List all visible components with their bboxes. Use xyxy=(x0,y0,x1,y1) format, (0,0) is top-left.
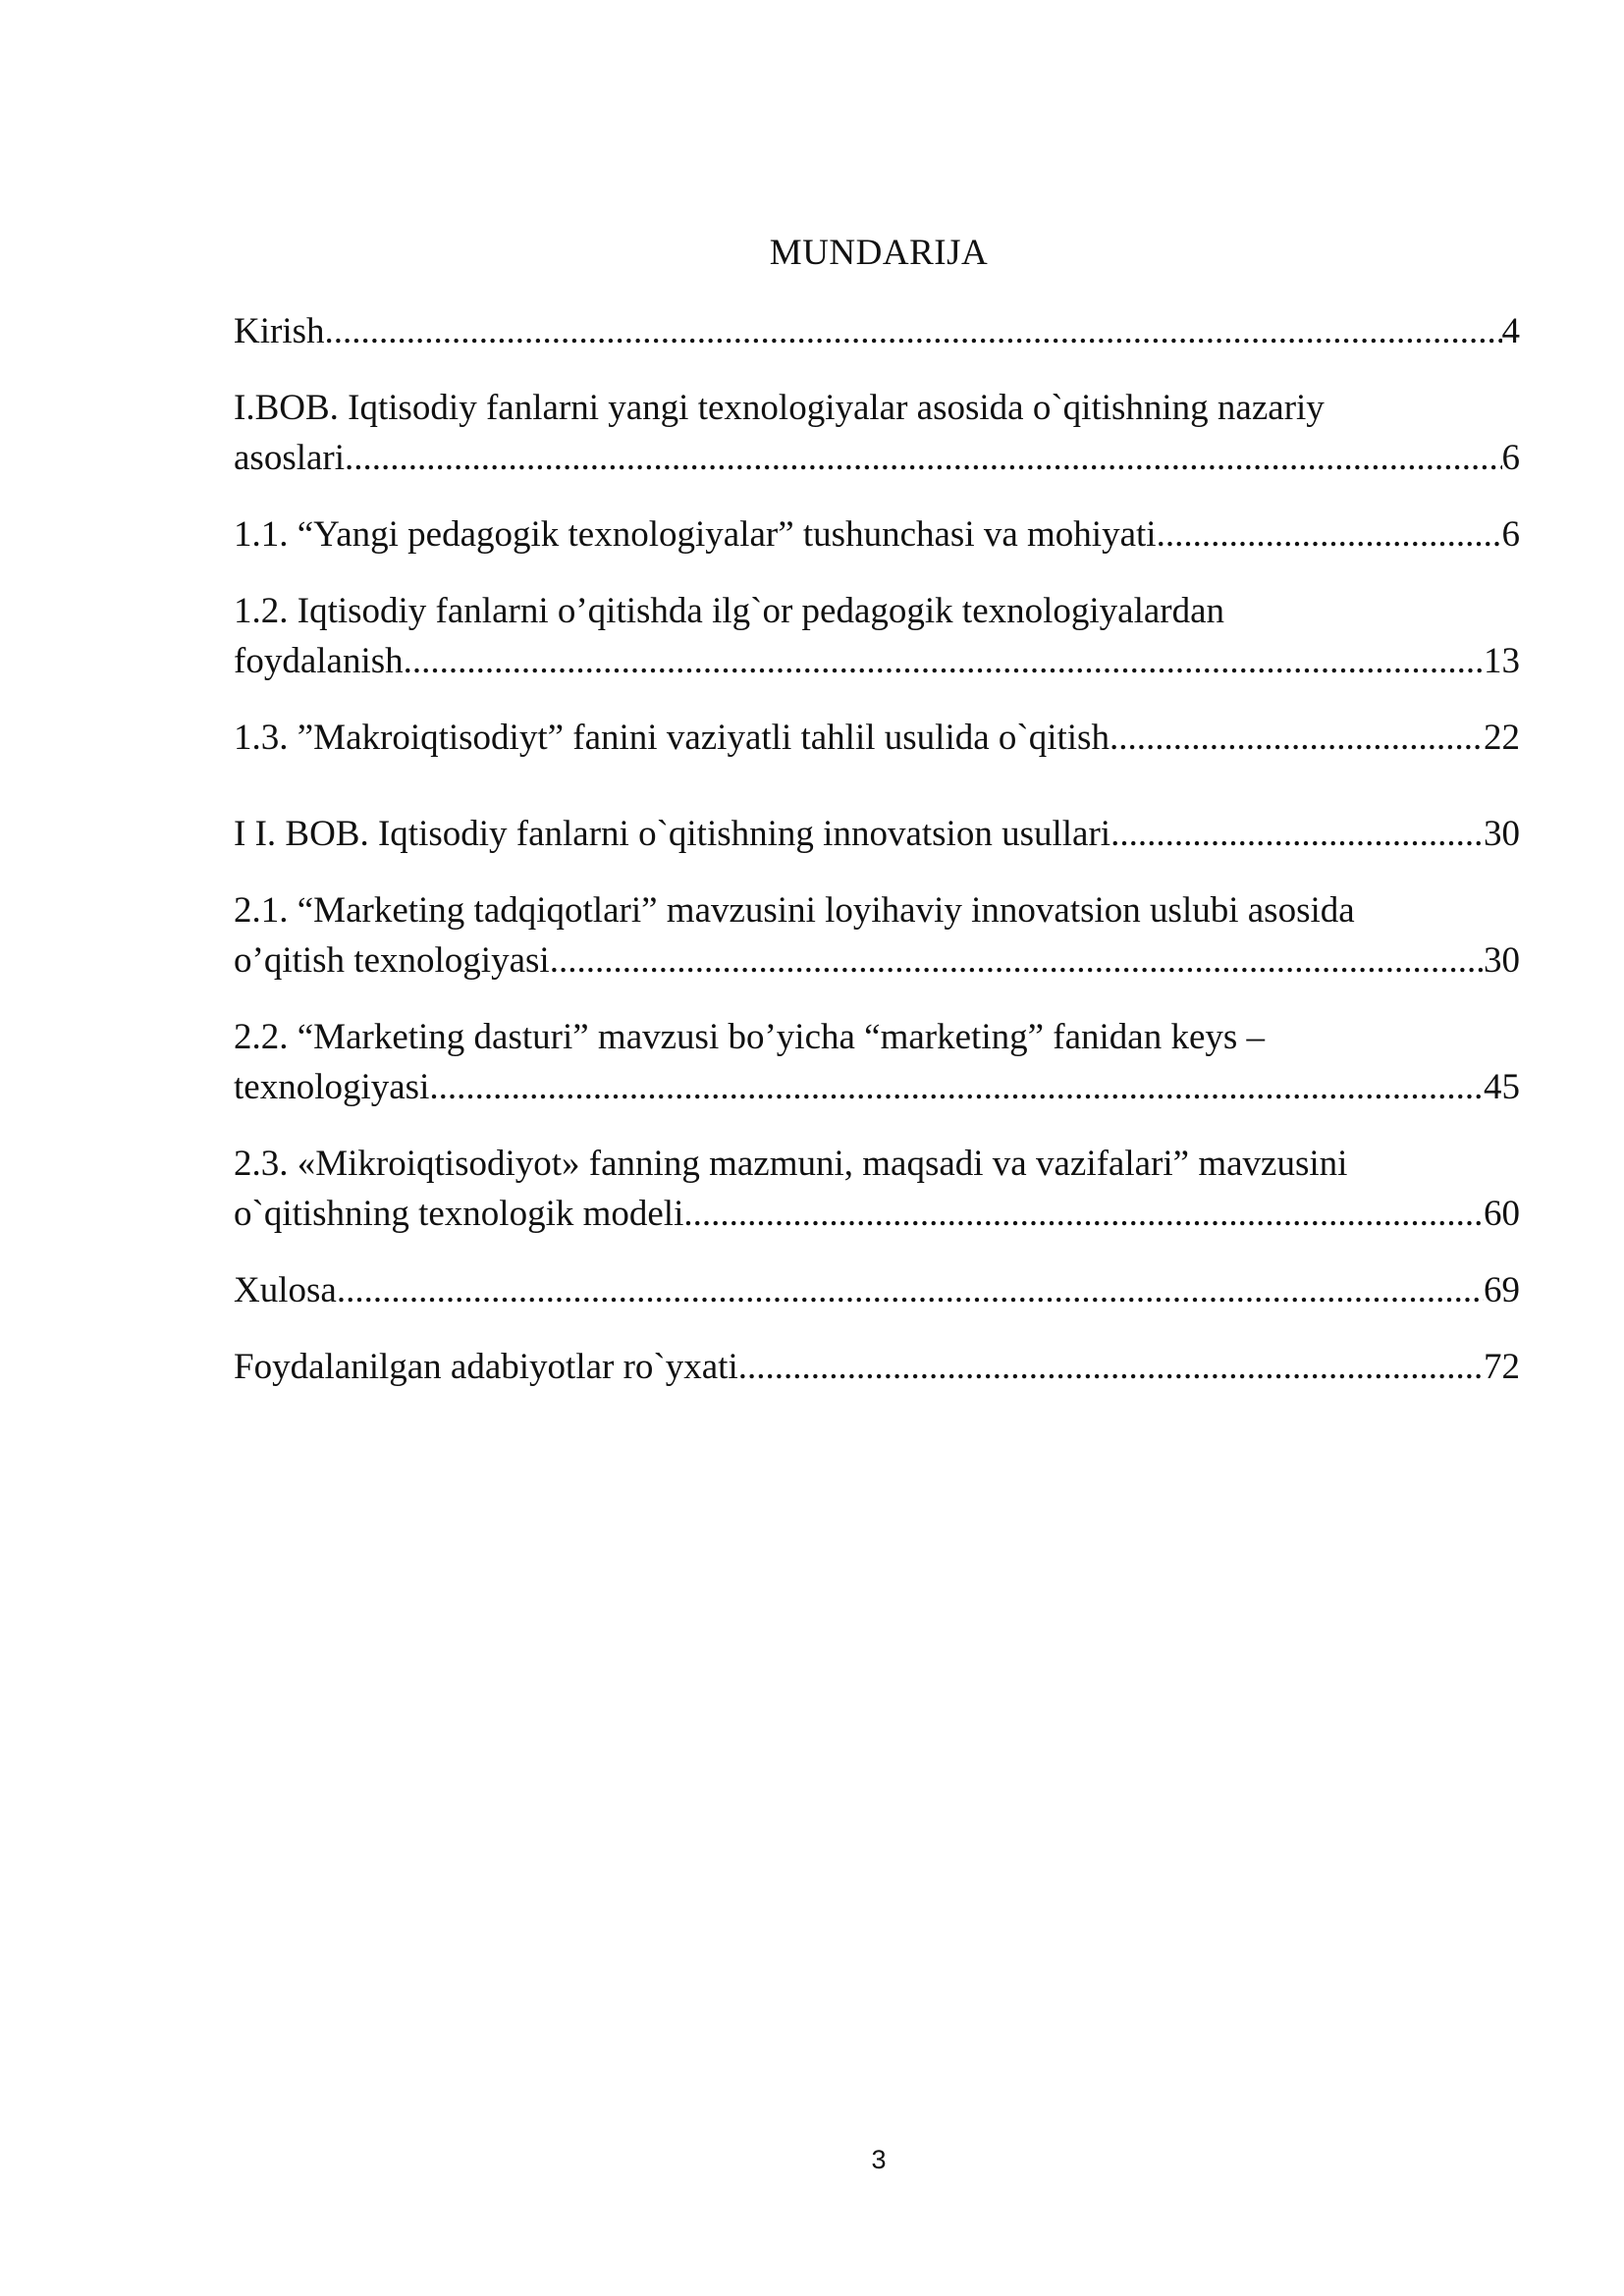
dot-leader xyxy=(325,306,1502,356)
toc-entry-text: foydalanish xyxy=(234,641,404,681)
toc-page-number: 4 xyxy=(1501,311,1520,351)
toc-entry-chapter-2 xyxy=(234,809,1520,859)
toc-entry-text: o`qitishning texnologik modeli xyxy=(234,1194,684,1234)
toc-page-number: 69 xyxy=(1484,1270,1520,1310)
toc-page-number: 60 xyxy=(1484,1194,1520,1234)
toc-page-number: 30 xyxy=(1484,814,1520,854)
toc-entry-text: Xulosa xyxy=(234,1270,337,1310)
toc-entry-lead: 1.2. Iqtisodiy fanlarni o’qitishda ilg`or pedagogik texnologiyalardan xyxy=(234,591,1225,631)
dot-leader xyxy=(337,1265,1484,1315)
table-of-contents xyxy=(234,306,1520,1392)
dot-leader xyxy=(345,433,1501,483)
toc-entry-text: texnologiyasi xyxy=(234,1067,430,1107)
dot-leader xyxy=(429,1062,1484,1112)
dot-leader xyxy=(404,636,1484,686)
toc-page-number: 45 xyxy=(1484,1067,1520,1107)
toc-entry-kirish xyxy=(234,306,1520,356)
toc-page-number: 22 xyxy=(1484,718,1520,758)
toc-entry-xulosa xyxy=(234,1265,1520,1315)
toc-page-number: 30 xyxy=(1484,940,1520,981)
toc-entry-text: 1.3. ”Makroiqtisodiyt” fanini vaziyatli tahlil usulida o`qitish xyxy=(234,718,1110,758)
toc-entry-text: I I. BOB. Iqtisodiy fanlarni o`qitishning innovatsion usullari xyxy=(234,814,1111,854)
dot-leader xyxy=(683,1189,1484,1239)
toc-entry-lead: 2.3. «Mikroiqtisodiyot» fanning mazmuni, maqsadi va vazifalari” mavzusini xyxy=(234,1144,1348,1184)
toc-entry-1-1 xyxy=(234,509,1520,560)
toc-entry-2-3 xyxy=(234,1139,1520,1239)
toc-page-number: 13 xyxy=(1484,641,1520,681)
toc-entry-adabiyotlar xyxy=(234,1342,1520,1392)
dot-leader xyxy=(1157,509,1502,560)
toc-entry-lead: 2.1. “Marketing tadqiqotlari” mavzusini loyihaviy innovatsion uslubi asosida xyxy=(234,890,1355,931)
toc-entry-lead: I.BOB. Iqtisodiy fanlarni yangi texnologiyalar asosida o`qitishning nazariy xyxy=(234,388,1325,428)
toc-page-number: 6 xyxy=(1501,514,1520,555)
toc-entry-lead: 2.2. “Marketing dasturi” mavzusi bo’yicha “marketing” fanidan keys – xyxy=(234,1017,1266,1057)
toc-entry-text: o’qitish texnologiyasi xyxy=(234,940,550,981)
page-title: MUNDARIJA xyxy=(769,233,989,273)
dot-leader xyxy=(550,935,1484,986)
dot-leader xyxy=(738,1342,1484,1392)
toc-entry-text: Foydalanilgan adabiyotlar ro`yxati xyxy=(234,1347,738,1387)
toc-entry-text: Kirish xyxy=(234,311,325,351)
toc-entry-2-1 xyxy=(234,885,1520,986)
page-number: 3 xyxy=(871,2145,887,2174)
toc-entry-text: asoslari xyxy=(234,438,346,478)
dot-leader xyxy=(1110,713,1484,763)
toc-page-number: 6 xyxy=(1501,438,1520,478)
toc-entry-1-3 xyxy=(234,713,1520,763)
toc-entry-chapter-1 xyxy=(234,383,1520,483)
toc-entry-1-2 xyxy=(234,586,1520,686)
toc-entry-text: 1.1. “Yangi pedagogik texnologiyalar” tushunchasi va mohiyati xyxy=(234,514,1157,555)
dot-leader xyxy=(1110,809,1484,859)
toc-page-number: 72 xyxy=(1484,1347,1520,1387)
toc-entry-2-2 xyxy=(234,1012,1520,1112)
